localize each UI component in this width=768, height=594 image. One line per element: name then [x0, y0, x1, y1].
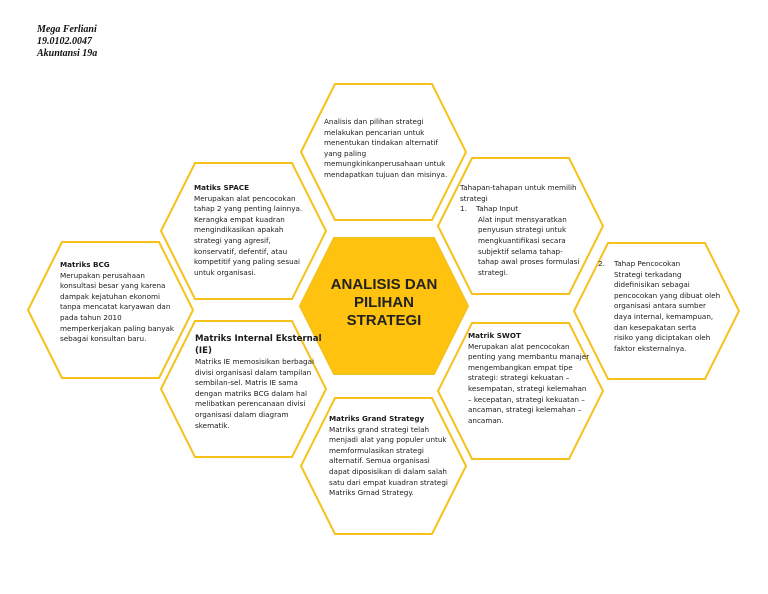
center-title-line: PILIHAN — [354, 294, 414, 311]
item-number: 1. — [460, 204, 467, 214]
text-line: menentukan tindakan alternatif — [324, 138, 439, 148]
hex-top-text — [324, 117, 469, 181]
tahap-input-item — [460, 204, 590, 215]
text-line: tahap awal proses formulasi — [478, 257, 580, 267]
text-line: dampak kejatuhan ekonomi — [60, 291, 160, 301]
item-title: Tahap Input — [476, 204, 519, 214]
item-title: Tahap Pencocokan — [614, 259, 681, 268]
text-line: mengkuantifikasi secara — [478, 235, 566, 245]
center-title-line: ANALISIS DAN — [330, 276, 438, 293]
text-line: alternatif. Semua organisasi — [329, 456, 430, 466]
hex-far-left-text — [60, 260, 195, 345]
text-line: strategi yang agresif, — [194, 235, 271, 245]
text-line: daya internal, kemampuan, — [614, 311, 714, 321]
text-line: pada tahun 2010 — [60, 312, 122, 322]
tahap-pencocokan-item — [598, 259, 733, 270]
matriks-ie-heading: Matriks Internal Eksternal — [195, 334, 322, 344]
matrik-swot-heading: Matrik SWOT — [468, 331, 521, 340]
text-line: kesempatan, strategi kelemahan — [468, 383, 587, 393]
text-line: mengembangkan empat tipe — [468, 362, 573, 372]
matriks-ie-heading: (IE) — [195, 346, 212, 356]
text-line: Merupakan alat pencocokan — [468, 341, 570, 351]
text-line: dan kesepakatan serta — [614, 322, 697, 332]
text-line: subjektif selama tahap- — [478, 246, 563, 256]
text-line: mendapatkan tujuan dan misinya. — [324, 169, 448, 179]
grand-strategy-heading: Matriks Grand Strategy — [329, 414, 425, 423]
text-line: memperkerjakan paling banyak — [60, 323, 175, 333]
text-line: faktor eksternalnya. — [614, 343, 687, 353]
matriks-bcg-heading: Matriks BCG — [60, 260, 110, 269]
text-line: organisasi dalam diagram — [195, 409, 289, 419]
text-line: tanpa mencatat karyawan dan — [60, 302, 171, 312]
text-line: strategi. — [478, 267, 509, 277]
text-line: penting yang membantu manajer — [468, 352, 590, 362]
text-line: risiko yang diciptakan oleh — [614, 333, 711, 343]
text-line: organisasi antara sumber — [614, 301, 706, 311]
text-line: strategi: strategi kekuatan – — [468, 373, 570, 383]
text-line: menjadi alat yang populer untuk — [329, 435, 447, 445]
item-number: 2. — [598, 259, 605, 268]
text-line: untuk organisasi. — [194, 267, 256, 277]
text-line: dapat diposisikan di dalam salah — [329, 466, 447, 476]
text-line: yang paling — [324, 148, 367, 158]
text-line: Kerangka empat kuadran — [194, 214, 285, 224]
text-line: skematik. — [195, 420, 230, 430]
hex-lower-right-text — [468, 331, 603, 426]
text-line: didefinisikan sebagai — [614, 280, 690, 290]
text-line: – kecepatan, strategi kekuatan – — [468, 394, 585, 404]
center-title-line: STRATEGI — [346, 312, 422, 329]
text-line: konservatif, defentif, atau — [194, 246, 288, 256]
hex-upper-left-text — [194, 183, 319, 278]
text-line: Matriks grand strategi telah — [329, 424, 430, 434]
text-line: strategi — [460, 193, 488, 203]
text-line: dengan matriks BCG dalam hal — [195, 388, 308, 398]
text-line: satu dari empat kuadran strategi — [329, 477, 448, 487]
text-line: Analisis dan pilihan strategi — [324, 117, 424, 126]
hex-upper-right-text — [460, 183, 590, 278]
text-line: sembilan-sel. Matris IE sama — [195, 378, 298, 388]
center-title — [312, 276, 456, 330]
text-line: konsultasi besar yang karena — [60, 281, 166, 291]
text-line: ancaman. — [468, 415, 504, 425]
hex-bottom-text — [329, 414, 464, 499]
text-line: Merupakan perusahaan — [60, 270, 145, 280]
text-line: memungkinkanperusahaan untuk — [324, 159, 446, 169]
text-line: Matriks IE memosisikan berbagai — [195, 357, 314, 366]
author-name: Mega Ferliani — [37, 24, 97, 35]
text-line: penyusun strategi untuk — [478, 225, 567, 235]
text-line: mengindikasikan apakah — [194, 225, 284, 235]
text-line: sebagai konsultan baru. — [60, 334, 147, 344]
text-line: melibatkan perencanaan divisi — [195, 399, 306, 409]
text-line: memformulasikan strategi — [329, 445, 424, 455]
text-line: melakukan pencarian untuk — [324, 127, 425, 137]
hex-far-right-text — [598, 259, 733, 354]
text-line: tahap 2 yang penting lainnya. — [194, 204, 303, 214]
text-line: kompetitif yang paling sesuai — [194, 257, 301, 267]
hex-lower-left-text — [195, 333, 323, 431]
matriks-space-heading: Matiks SPACE — [194, 183, 249, 192]
text-line: ancaman, strategi kelemahan – — [468, 405, 582, 415]
text-line: Alat input mensyaratkan — [478, 214, 567, 224]
text-line: pencocokan yang dibuat oleh — [614, 290, 721, 300]
text-line: Tahapan-tahapan untuk memilih — [460, 183, 577, 192]
text-line: Strategi terkadang — [614, 269, 682, 279]
text-line: Merupakan alat pencocokan — [194, 193, 296, 203]
author-id: 19.0102.0047 — [37, 36, 92, 47]
text-line: divisi organisasi dalam tampilan — [195, 367, 312, 377]
author-class: Akuntansi 19a — [37, 48, 98, 59]
text-line: Matriks Grnad Strategy. — [329, 488, 414, 498]
